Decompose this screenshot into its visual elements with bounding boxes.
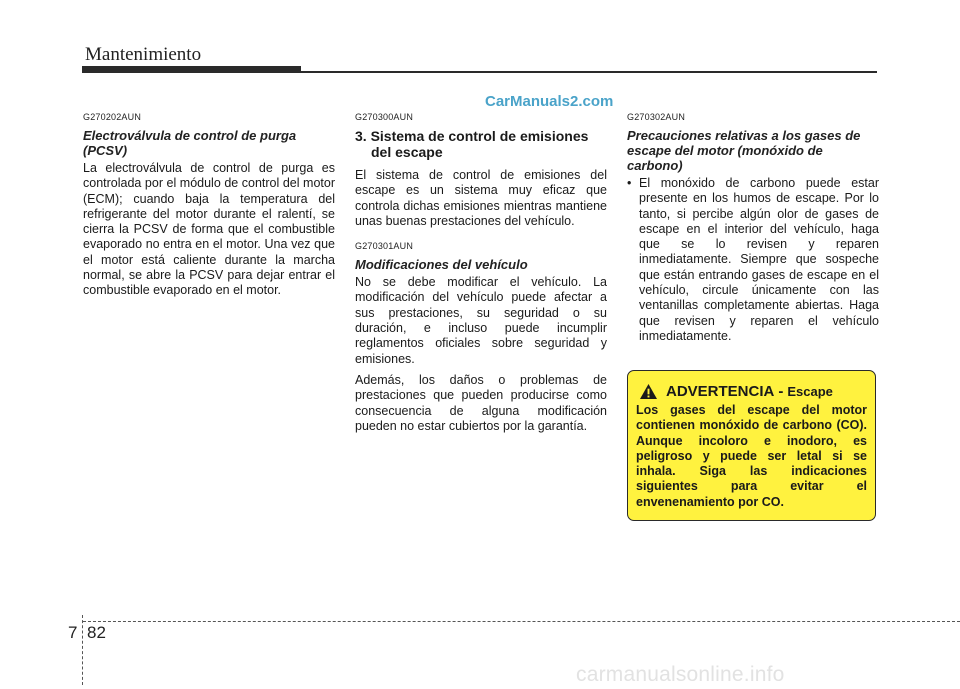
bullet-dot: •	[627, 176, 632, 190]
footer-vertical-rule	[82, 615, 83, 685]
page-header-title: Mantenimiento	[85, 44, 202, 65]
warning-subtitle: Escape	[787, 384, 833, 399]
bullet-text: El monóxido de carbono puede estar presente en los humos de escape. Por lo tanto, si percibe algún olor de gases de escape en el interior del vehículo, haga que se lo revisen y reparen inmediatamente. Siempre que sospeche que están entrando gases de escape en el vehículo, circule únicamente con las ventanillas completamente abiertas. Haga que revisen y reparen el vehículo inmediatamente.	[639, 176, 879, 343]
header-rule-thin	[82, 71, 877, 73]
warning-title: ADVERTENCIA - Escape	[666, 383, 833, 400]
paragraph-pcsv: La electroválvula de control de purga es controlada por el módulo de control del motor (ECM); cuando baja la temperatura del refrigerante del motor durante el ralentí, se cierra la PCSV de forma que el combustible evaporado no entra en el motor. Una vez que el motor está caliente durante la marcha normal, se abre la PCSV para dejar entrar el combustible evaporado en el motor.	[83, 161, 335, 298]
column-3	[627, 112, 879, 344]
bullet-item	[627, 176, 879, 344]
paragraph-emissions: El sistema de control de emisiones del escape es un sistema muy eficaz que controla dichas emisiones mientras mantiene unas buenas prestaciones del vehículo.	[355, 168, 607, 228]
subhead-exhaust-precautions: Precauciones relativas a los gases de escape del motor (monóxido de carbono)	[627, 128, 861, 173]
column-2	[355, 112, 607, 434]
section-code: G270302AUN	[627, 112, 686, 122]
section-title-emissions: 3. Sistema de control de emisiones del escape	[355, 128, 589, 160]
subhead-modifications: Modificaciones del vehículo	[355, 257, 528, 273]
watermark-bottom: carmanualsonline.info	[576, 663, 785, 686]
page-number: 82	[87, 623, 106, 642]
column-1	[83, 112, 335, 299]
warning-triangle-icon	[639, 383, 658, 400]
section-code: G270301AUN	[355, 241, 414, 252]
warning-text: Los gases del escape del motor contienen monóxido de carbono (CO). Aunque incoloro e inodoro, es peligroso y puede ser letal si se inhala. Siga las indicaciones siguientes para evitar el envenenamiento por CO.	[636, 403, 867, 509]
section-code: G270300AUN	[355, 112, 414, 122]
paragraph-modifications: No se debe modificar el vehículo. La modificación del vehículo puede afectar a sus prestaciones, su seguridad o su duración, e incluso puede incumplir reglamentos oficiales sobre seguridad y emisiones.	[355, 275, 607, 366]
footer-horizontal-rule	[83, 621, 960, 622]
section-code: G270202AUN	[83, 112, 142, 122]
warning-box	[627, 370, 876, 521]
subhead-pcsv: Electroválvula de control de purga (PCSV)	[83, 128, 297, 158]
warning-header	[636, 383, 867, 400]
watermark-top: CarManuals2.com	[485, 93, 614, 110]
paragraph-warranty: Además, los daños o problemas de prestaciones que pueden producirse como consecuencia de alguna modificación pueden no estar cubiertos por la garantía.	[355, 372, 607, 433]
chapter-number: 7	[68, 623, 78, 642]
